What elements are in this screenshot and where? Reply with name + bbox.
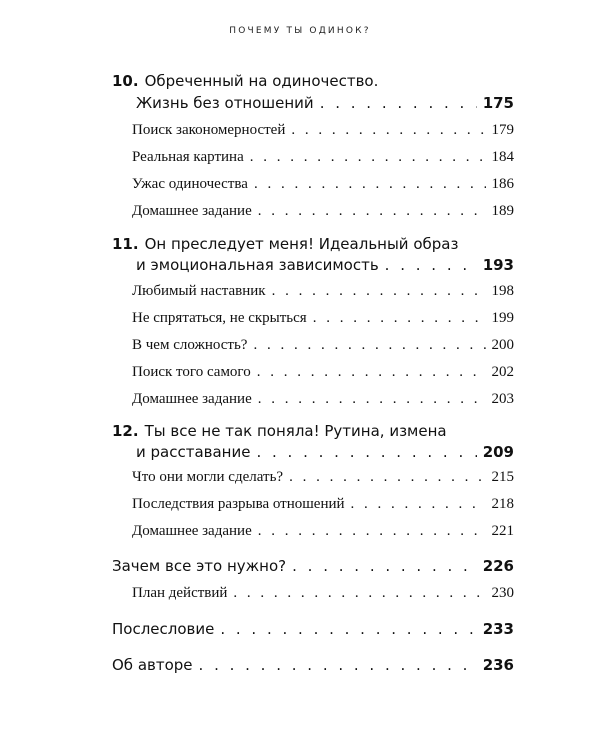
sub-title: В чем сложность? (132, 337, 248, 353)
chapter-11-title-line1 (112, 235, 458, 253)
chapter-10-page: 175 (482, 94, 514, 112)
leader-dots (233, 585, 485, 602)
about-title: Об авторе (112, 656, 193, 674)
sub-page: 189 (491, 203, 514, 219)
chapter-10-line1: Обреченный на одиночество. (144, 72, 379, 90)
sub-title: План действий (132, 585, 228, 601)
leader-dots (385, 256, 477, 274)
toc-entry-sub[interactable] (132, 203, 514, 220)
chapter-12-line2: и расставание (136, 443, 251, 461)
sub-page: 218 (491, 496, 514, 512)
leader-dots (289, 469, 485, 486)
toc-entry-afterword[interactable] (112, 620, 514, 638)
sub-title: Не спрятаться, не скрыться (132, 310, 307, 326)
leader-dots (258, 523, 486, 540)
sub-title: Что они могли сделать? (132, 469, 284, 485)
leader-dots (291, 122, 485, 139)
afterword-page: 233 (482, 620, 514, 638)
sub-page: 184 (491, 149, 514, 165)
sub-title: Поиск того самого (132, 364, 251, 380)
leader-dots (258, 391, 486, 408)
toc-entry-chapter-12[interactable] (136, 443, 514, 461)
chapter-11-line2: и эмоциональная зависимость (136, 256, 379, 274)
sub-page: 186 (491, 176, 514, 192)
leader-dots (220, 620, 476, 638)
leader-dots (256, 443, 476, 461)
why-title: Зачем все это нужно? (112, 557, 287, 575)
toc-entry-chapter-10[interactable] (136, 94, 514, 112)
leader-dots (320, 94, 477, 112)
chapter-10-title-line1 (112, 72, 378, 90)
chapter-12-page: 209 (482, 443, 514, 461)
chapter-12-title-line1 (112, 422, 447, 440)
toc-entry-sub[interactable] (132, 496, 514, 513)
afterword-title: Послесловие (112, 620, 215, 638)
chapter-12-number: 12. (112, 422, 139, 440)
toc-entry-about[interactable] (112, 656, 514, 674)
leader-dots (199, 656, 477, 674)
sub-title: Поиск закономерностей (132, 122, 286, 138)
toc-entry-sub[interactable] (132, 364, 514, 381)
sub-title: Домашнее задание (132, 523, 252, 539)
leader-dots (250, 149, 486, 166)
toc-entry-sub[interactable] (132, 523, 514, 540)
leader-dots (272, 283, 486, 300)
chapter-10-line2: Жизнь без отношений (136, 94, 314, 112)
chapter-11-line1: Он преследует меня! Идеальный образ (144, 235, 459, 253)
sub-page: 202 (491, 364, 514, 380)
toc-entry-sub[interactable] (132, 149, 514, 166)
toc-entry-sub[interactable] (132, 122, 514, 139)
sub-page: 215 (491, 469, 514, 485)
sub-page: 200 (491, 337, 514, 353)
toc-entry-sub[interactable] (132, 310, 514, 327)
leader-dots (313, 310, 486, 327)
sub-title: Домашнее задание (132, 203, 252, 219)
leader-dots (258, 203, 486, 220)
leader-dots (257, 364, 486, 381)
toc-entry-sub[interactable] (132, 469, 514, 486)
chapter-10-number: 10. (112, 72, 139, 90)
sub-page: 203 (491, 391, 514, 407)
sub-page: 199 (491, 310, 514, 326)
toc-entry-chapter-11[interactable] (136, 256, 514, 274)
leader-dots (292, 557, 477, 575)
leader-dots (253, 337, 485, 354)
running-head: ПОЧЕМУ ТЫ ОДИНОК? (229, 26, 371, 36)
toc-entry-why[interactable] (112, 557, 514, 575)
about-page: 236 (482, 656, 514, 674)
toc-entry-sub[interactable] (132, 585, 514, 602)
sub-title: Ужас одиночества (132, 176, 248, 192)
toc-entry-sub[interactable] (132, 176, 514, 193)
leader-dots (254, 176, 486, 193)
toc-entry-sub[interactable] (132, 283, 514, 300)
toc-entry-sub[interactable] (132, 391, 514, 408)
sub-page: 221 (491, 523, 514, 539)
sub-title: Любимый наставник (132, 283, 266, 299)
sub-page: 230 (491, 585, 514, 601)
chapter-11-number: 11. (112, 235, 139, 253)
sub-title: Реальная картина (132, 149, 244, 165)
sub-page: 198 (491, 283, 514, 299)
why-page: 226 (482, 557, 514, 575)
leader-dots (351, 496, 486, 513)
sub-title: Последствия разрыва отношений (132, 496, 345, 512)
sub-page: 179 (491, 122, 514, 138)
toc-entry-sub[interactable] (132, 337, 514, 354)
sub-title: Домашнее задание (132, 391, 252, 407)
chapter-12-line1: Ты все не так поняла! Рутина, измена (144, 422, 447, 440)
chapter-11-page: 193 (482, 256, 514, 274)
